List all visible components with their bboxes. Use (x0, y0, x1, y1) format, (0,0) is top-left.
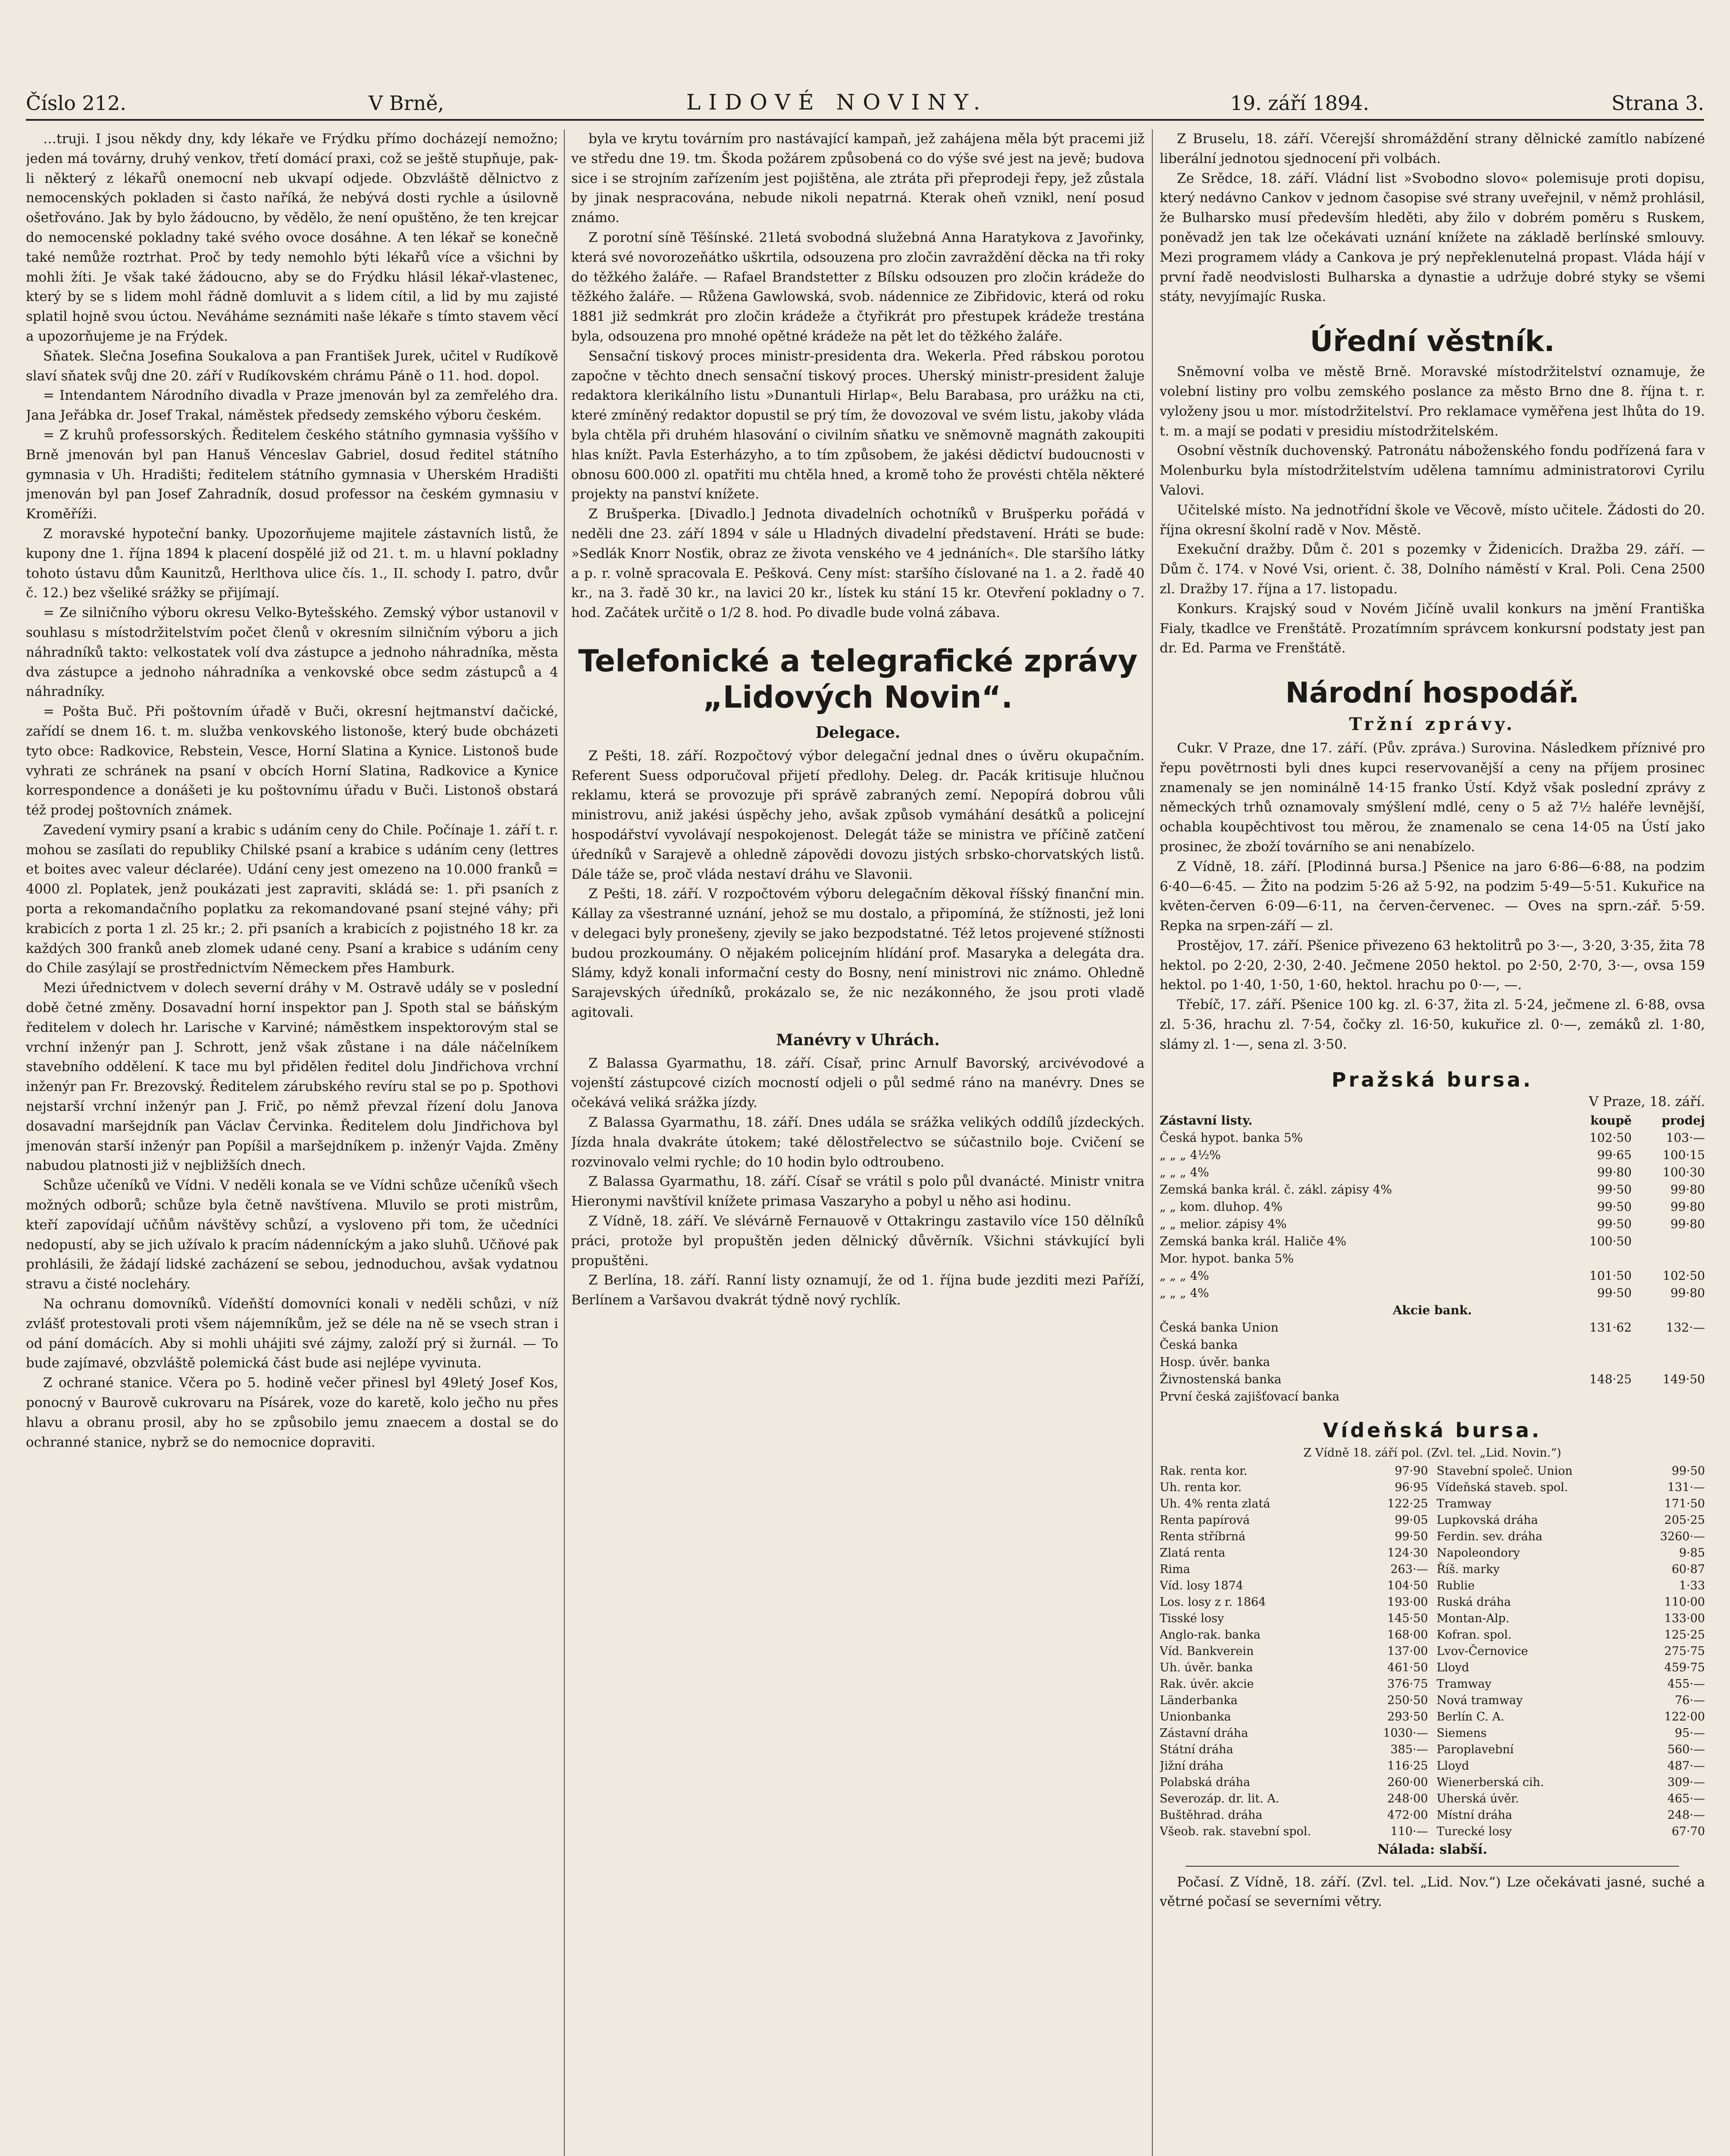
security-name: Jižní dráha (1160, 1759, 1224, 1773)
sell-price (1632, 1233, 1705, 1250)
security-name: Nová tramway (1436, 1693, 1523, 1707)
article: = Ze silničního výboru okresu Velko-Bytešského. Zemský výbor ustanovil v souhlasu s místodržitelstvím počet členů v okresním silničním výboru a jich náhradníků takto: velkostatek volí dva zástupce a jednoho náhradníka, města dva zástupce a jednoho náhradníka a venkovské obce sedm zástupců a 4 náhradníky. (26, 605, 558, 700)
security-name: Unionbanka (1160, 1710, 1231, 1724)
security-name: Rublie (1436, 1579, 1475, 1592)
page-header (26, 81, 1704, 121)
column-rule (1152, 129, 1153, 2156)
price: 76·— (1675, 1693, 1705, 1707)
security-name: Zlatá renta (1160, 1546, 1226, 1560)
vienna-bursa-table (1160, 1463, 1705, 1840)
table-row (1160, 1129, 1705, 1147)
price: 131·— (1667, 1480, 1705, 1494)
price: 560·— (1667, 1742, 1705, 1756)
buy-price: 99·80 (1597, 1165, 1632, 1180)
price: 137·00 (1387, 1644, 1428, 1658)
table-row (1437, 1791, 1705, 1807)
article: Z Vídně, 18. září. [Plodinná bursa.] Pšenice na jaro 6·86—6·88, na podzim 6·40—6·45. — Žito na podzim 5·26 až 5·92, na podzim 5·49—5·51. Kukuřice na květen-červen 6·09—6·11, na červen-červenec. — Oves na sprn.-zář. 5·59. Repka na srpen-září — zl. (1160, 859, 1705, 934)
subheading: Delegace. (815, 723, 901, 742)
table-row (1160, 1336, 1705, 1354)
table-row (1160, 1824, 1428, 1840)
table-row (1437, 1561, 1705, 1578)
security-name: Uh. 4% renta zlatá (1160, 1497, 1270, 1510)
security-name: Tramway (1436, 1497, 1492, 1510)
price: 3260·— (1660, 1529, 1705, 1543)
section-heading: Telefonické a telegrafické zprávy „Lidových Novin“. (578, 643, 1138, 715)
buy-price: 131·62 (1589, 1320, 1632, 1335)
article: Třebíč, 17. září. Pšenice 100 kg. zl. 6·37, žita zl. 5·24, ječmene zl. 6·88, ovsa zl. 5·36, hrachu zl. 7·54, čočky zl. 16·50, kukuřice zl. 0·—, zemáků zl. 1·80, slámy zl. 1·—, sena zl. 3·50. (1160, 997, 1705, 1052)
table-row (1160, 1578, 1428, 1594)
security-name: Místní dráha (1436, 1808, 1512, 1822)
table-row (1160, 1181, 1705, 1198)
article: Z Vídně, 18. září. Ve slévárně Fernauově v Ottakringu zastavilo více 150 dělníků práci, protože byl propuštěn jeden dělnický důvěrník. Všichni stávkující byli propuštěni. (571, 1213, 1145, 1269)
price: 205·25 (1664, 1513, 1705, 1527)
article: Schůze učeníků ve Vídni. V neděli konala se ve Vídni schůze učeníků všech možných odborů; schůze byla četně navštívena. Mluvilo se proti mistrům, kteří zapovídají učňům návštěvy schůzí, a vysloveno při tom, že učedníci nedopustí, aby se jich užívalo k pracím nádenníckým a jako sluhů. Učňové pak prohlásili, že žádají lidské zacházení se sebou, jednoduchou, avšak vydatnou stravu a čisté nocleháry. (26, 1178, 558, 1292)
article: Z porotní síně Těšínské. 21letá svobodná služebná Anna Haratykova z Javořinky, která své novorozeňátko uškrtila, odsouzena pro zločin zavraždění děcka na tři roky do těžkého žaláře. — Rafael Brandstetter z Bílsku odsouzen pro zločin krádeže do těžkého žaláře. — Růžena Gawlowská, svob. nádennice ze Zibřidovic, která od roku 1881 již sedmkrát pro zločin krádeže a čtyřikrát pro přestupek krádeže trestána byla, odsouzena pro mnohé opětné krádeže na pět let do těžkého žaláře. (571, 229, 1145, 344)
security-name: Lupkovská dráha (1436, 1513, 1538, 1527)
price: 487·— (1667, 1759, 1705, 1773)
buy-price: 99·50 (1597, 1286, 1632, 1300)
security-name: Renta stříbrná (1160, 1529, 1246, 1543)
table-row (1160, 1479, 1428, 1496)
table-row (1437, 1529, 1705, 1545)
article: Ze Srědce, 18. září. Vládní list »Svobodno slovo« polemisuje proti dopisu, který nedávno Cankov v jednom časopise své strany uveřejnil, v němž prohlásil, že Bulharsko musí především hleděti, aby žilo v dobrém poměru s Ruskem, poněvadž jen tak lze očekávati uznání knížete na základě berlínské smlouvy. Mezi programem vlády a Cankova je prý nepřeklenutelná propast. Vláda hájí v první řadě neodvislosti Bulharska a dynastie a udržuje dobré styky se všemi státy, nevyjímajíc Ruska. (1160, 170, 1705, 305)
sell-price (1632, 1250, 1705, 1267)
table-row (1437, 1758, 1705, 1774)
column-3 (1160, 129, 1705, 2156)
article: Z Berlína, 18. září. Ranní listy oznamují, že od 1. října bude jezditi mezi Paříží, Berlínem a Varšavou dvakrát týdně nový rychlík. (571, 1272, 1145, 1308)
price: 124·30 (1387, 1546, 1428, 1560)
table-row (1160, 1611, 1428, 1627)
table-row (1160, 1660, 1428, 1676)
price: 125·25 (1664, 1628, 1705, 1642)
page-number: Strana 3. (1611, 91, 1704, 115)
price: 376·75 (1387, 1677, 1428, 1691)
price: 96·95 (1395, 1480, 1428, 1494)
table-row (1437, 1496, 1705, 1512)
buy-price: 100·50 (1589, 1234, 1632, 1249)
price: 168·00 (1387, 1628, 1428, 1642)
buy-price: 101·50 (1589, 1269, 1632, 1283)
buy-price (1558, 1336, 1632, 1354)
table-row (1437, 1627, 1705, 1643)
table-row (1160, 1774, 1428, 1791)
security-name: Víd. losy 1874 (1160, 1579, 1243, 1592)
security-name: Buštěhrad. dráha (1160, 1808, 1263, 1822)
security-name: Severozáp. dr. lit. A. (1160, 1792, 1280, 1805)
price: 309·— (1667, 1775, 1705, 1789)
table-row (1160, 1758, 1428, 1774)
security-name: Zástavní dráha (1160, 1726, 1248, 1740)
section-heading: Národní hospodář. (1285, 676, 1580, 710)
article: = Z kruhů professorských. Ředitelem českého státního gymnasia vyššího v Brně jmenován byl pan Hanuš Vénceslav Gabriel, dosud ředitel státního gymnasia v Uh. Hradišti; ředitelem státního gymnasia v Uherském Hradišti jmenován byl pan Josef Zahradník, dosud professor na českém gymnasiu v Kroměříži. (26, 427, 558, 522)
issue-date: 19. září 1894. (1230, 91, 1370, 115)
buy-price: 99·50 (1597, 1182, 1632, 1197)
price: 99·05 (1395, 1513, 1428, 1527)
security-name: „ „ melior. zápisy 4% (1160, 1217, 1287, 1232)
article: Cukr. V Praze, dne 17. září. (Pův. zpráva.) Surovina. Následkem příznivé pro řepu povětrnosti byli dnes kupci reservovanější a ceny na příjem prosinec znamenaly se jen nominálně 14·15 franko Ústí. Když však poslední zprávy z německých trhů oznamovaly smýšlení mdlé, ceny o 5 až 7½ haléře levnější, ochabla koupěchtivost tou měrou, že znamenalo se cena 14·05 na Ústí jako prosinec, že zboží továrního se ani nenabízelo. (1160, 740, 1705, 855)
table-row (1437, 1578, 1705, 1594)
bursa-date: V Praze, 18. září. (1589, 1094, 1705, 1110)
column-1 (26, 129, 558, 2156)
security-name: Siemens (1436, 1726, 1487, 1740)
security-name: „ „ „ 4½% (1160, 1148, 1221, 1163)
security-name: Rima (1160, 1562, 1190, 1576)
security-name: Lvov-Černovice (1436, 1644, 1528, 1658)
buy-price (1558, 1354, 1632, 1371)
price: 133·00 (1664, 1611, 1705, 1625)
article: Z Brušperka. [Divadlo.] Jednota divadelních ochotníků v Brušperku pořádá v neděli dne 23. září 1894 v sále u Hladných divadelní představení. Hráti se bude: »Sedlák Knorr Nosťik, obraz ze života venského ve 4 jednáních«. Dle staršího látky a p. r. volně spracovala E. Pešková. Ceny míst: staršího číslované na 1. a 2. řadě 40 kr., na 3. řadě 30 kr., na lavici 20 kr., lístek ku stání 15 kr. Otevření pokladny o 7. hod. Začátek určitě o 1/2 8. hod. Po divadle bude volná zábava. (571, 506, 1145, 621)
sell-price (1632, 1336, 1705, 1354)
bursa-subtitle: Z Vídně 18. září pol. (Zvl. tel. „Lid. Novin.“) (1303, 1446, 1561, 1460)
article: = Pošta Buč. Při poštovním úřadě v Buči, okresní hejtmanství dačické, zařídí se dnem 16. t. m. služba venkovského listonoše, který bude obcházeti tyto obce: Radkovice, Rebstein, Vesce, Horní Slatina a Kynice. Listonoš bude vyhrati ze schránek na psaní v obcích Horní Slatina, Radkovice a Kynice korrespondence a donášeti je ku poštovnímu úřadu v Buči. Listonoš obstará též prodej poštovních známek. (26, 704, 558, 818)
security-name: „ „ „ 4% (1160, 1165, 1209, 1180)
table-row (1437, 1807, 1705, 1824)
security-name: Česká hypot. banka 5% (1160, 1131, 1303, 1145)
price: 459·75 (1664, 1661, 1705, 1674)
security-name: „ „ „ 4% (1160, 1269, 1209, 1283)
table-row (1160, 1725, 1428, 1742)
table-row (1160, 1643, 1428, 1660)
subheading: Tržní zprávy. (1349, 714, 1516, 735)
price: 122·25 (1387, 1497, 1428, 1510)
price: 248·00 (1387, 1792, 1428, 1805)
article: Prostějov, 17. září. Pšenice přivezeno 63 hektolitrů po 3·—, 3·20, 3·35, žita 78 hektol. po 2·20, 2·30, 2·40. Ječmene 2050 hektol. po 2·50, 2·70, 3·—, ovsa 159 hektol. po 1·40, 1·50, 1·60, hektol. hrachu po 0·—, —. (1160, 937, 1705, 993)
table-header-cell: Zástavní listy. (1160, 1113, 1253, 1128)
security-name: Wienerberská cih. (1436, 1775, 1544, 1789)
table-body (1160, 1129, 1705, 1302)
security-name: Živnostenská banka (1160, 1372, 1282, 1387)
article: Sněmovní volba ve městě Brně. Moravské místodržitelství oznamuje, že volební listiny pro volbu zemského poslance za město Brno dne 8. října t. r. vyloženy jsou u mor. místodržitelství. Pro reklamace vyměřena jest lhůta do 19. t. m. a mají se podati v presidiu místodržitelském. (1160, 364, 1705, 439)
security-name: Tramway (1436, 1677, 1492, 1691)
table-row (1160, 1545, 1428, 1561)
buy-price: 99·50 (1597, 1217, 1632, 1232)
price: 99·50 (1671, 1464, 1705, 1478)
article: Z ochrané stanice. Včera po 5. hodině večer přinesl byl 49letý Josef Kos, ponocný v Baurově cukrovaru na Písárek, voze do karetě, kolo ječho nu přes hlavu a obranu prosil, aby ho se způsobilo jemu znaecem a dostal se do ochranné stanice, nybrž se do nemocnice dopraviti. (26, 1375, 558, 1450)
price: 1030·— (1383, 1726, 1428, 1740)
sell-price: 149·50 (1663, 1372, 1705, 1387)
table-header-cell: koupě (1590, 1113, 1632, 1128)
sell-price: 132·— (1666, 1320, 1705, 1335)
table-row (1437, 1479, 1705, 1496)
security-name: Rak. úvěr. akcie (1160, 1677, 1254, 1691)
security-name: Uherská úvěr. (1436, 1792, 1519, 1805)
price: 110·00 (1664, 1595, 1705, 1609)
security-name: Uh. renta kor. (1160, 1480, 1242, 1494)
article: Učitelské místo. Na jednotřídní škole ve Věcově, místo učitele. Žádosti do 20. října okresní školní radě v Nov. Městě. (1160, 502, 1705, 538)
security-name: Všeob. rak. stavební spol. (1160, 1824, 1311, 1838)
table-row (1160, 1147, 1705, 1164)
security-name: Rak. renta kor. (1160, 1464, 1248, 1478)
table-row (1437, 1692, 1705, 1709)
security-name: Hosp. úvěr. banka (1160, 1355, 1270, 1369)
price: 9·85 (1679, 1546, 1705, 1560)
article: …truji. I jsou někdy dny, kdy lékaře ve Frýdku přímo docházejí nemožno; jeden má továrny, druhý venkov, třetí domácí praxi, což se ještě stupňuje, pak-li některý z lékařů onemocní neb ukvapí odjede. Obzvláště dělnictvo z nemocenských pokladen si často naříká, že nebývá dosti rychle a úsilovně ošetřováno. Jak by bylo žádoucno, by vědělo, že není opuštěno, že ten krejcar do nemocenské pokladny také svého ovoce dosáhne. A ten lékař se konečně také nemůže roztrhat. Proč by tedy nemohlo býti lékařů více a všichni by mohli žíti. Je však také žádoucno, aby se do Frýdku hlásil lékař-vlastenec, který by se s lidem mohl řádně domluvit a s lidem cítil, a lid by mu zajisté splatil hojně svou úctou. Neváháme seznámiti naše lékaře s tímto stavem věcí a upozorňujeme je na Frýdek. (26, 131, 558, 344)
article: Z Balassa Gyarmathu, 18. září. Císař se vrátil s polo půl dvanácté. Ministr vnitra Hieronymi navštívil knížete primasa Vaszaryho a pobyl u něho asi hodinu. (571, 1174, 1145, 1210)
article: Sensační tiskový proces ministr-presidenta dra. Wekerla. Před rábskou porotou započne v těchto dnech sensační tiskový proces. Uherský ministr-president žaluje redaktora klerikálního listu »Dunantuli Hirlap«, Belu Barabasa, pro urážku na cti, které zmíněný redaktor dopustil se prý tím, že dovozoval ve svém listu, jakoby vláda byla chtěla při druhém hlasování o civilním sňatku ve sněmovně magnáth zakoupiti hlas knížt. Pavla Esterházyho, a to tím způsobem, že jakési dědictví budoucnosti v obnosu 600.000 zl. opatřiti mu chtěla hned, a kromě toho že provésti chtěla některé projekty na panství knížete. (571, 348, 1145, 502)
price: 275·75 (1664, 1644, 1705, 1658)
security-name: „ „ „ 4% (1160, 1286, 1209, 1300)
article: Osobní věstník duchovenský. Patronátu náboženského fondu podřízená fara v Molenburku byla místodržitelstvím udělena tamnímu administratorovi Cyrilu Valovi. (1160, 443, 1705, 498)
article: Počasí. Z Vídně, 18. září. (Zvl. tel. „Lid. Nov.“) Lze očekávati jasné, suché a větrné počasí se severními větry. (1160, 1874, 1705, 1910)
security-name: Ruská dráha (1436, 1595, 1511, 1609)
table-row (1437, 1643, 1705, 1660)
security-name: Berlín C. A. (1436, 1710, 1505, 1724)
table-row (1160, 1267, 1705, 1285)
section-heading: Úřední věstník. (1310, 325, 1555, 358)
buy-price: 102·50 (1589, 1131, 1632, 1145)
table-row (1160, 1807, 1428, 1824)
price: 122·00 (1664, 1710, 1705, 1724)
article: Z Balassa Gyarmathu, 18. září. Císař, princ Arnulf Bavorský, arcivévodové a vojenští zástupcové cizích mocností odjeli o půl sedmé ráno na manévry. Dnes se očekává veliká srážka jízdy. (571, 1055, 1145, 1111)
sell-price: 99·80 (1670, 1182, 1705, 1197)
security-name: Stavební společ. Union (1436, 1464, 1573, 1478)
table-row (1437, 1774, 1705, 1791)
table-row (1160, 1354, 1705, 1371)
table-row (1160, 1198, 1705, 1216)
table-row (1160, 1463, 1428, 1479)
price: 385·— (1390, 1742, 1428, 1756)
security-name: Státní dráha (1160, 1742, 1233, 1756)
article: Sňatek. Slečna Josefina Soukalova a pan František Jurek, učitel v Rudíkově slaví sňatek svůj dne 20. září v Rudíkovském chrámu Páně o 11. hod. dopol. (26, 348, 558, 384)
table-row (1160, 1791, 1428, 1807)
security-name: Mor. hypot. banka 5% (1160, 1251, 1294, 1266)
price: 1·33 (1679, 1579, 1705, 1592)
article: Z Pešti, 18. září. Rozpočtový výbor delegační jednal dnes o úvěru okupačním. Referent Suess odporučoval přijetí předlohy. Deleg. dr. Pacák kritisuje hlučnou reklamu, která se provozuje při správě zabraných zemí. Nepopírá dobrou vůli ministrovu, aniž jakési úspěchy jeho, avšak způsob vymáhání desátků a policejní hospodářství vyvolávají nespokojenost. Delegát táže se ministra ve příčině zatčení úředníků v Sarajevě a ohledně zápovědi dovozu jistých srbsko-chorvatských listů. Dále táže se, proč vláda nestaví dráhu ve Slavonii. (571, 748, 1145, 882)
table-row (1437, 1709, 1705, 1725)
table-body (1160, 1319, 1705, 1405)
price: 60·87 (1671, 1562, 1705, 1576)
security-name: První česká zajišťovací banka (1160, 1389, 1340, 1404)
table-row (1160, 1512, 1428, 1529)
article: Zavedení vymiry psaní a krabic s udáním ceny do Chile. Počínaje 1. září t. r. mohou se zasílati do republiky Chilské psaní a krabice s udáním ceny (lettres et boites avec valeur déclarée). Udání ceny jest omezeno na 10.000 franků = 4000 zl. Poplatek, jenž poukázati jest zapraviti, skládá se: 1. při psaních z porta a rekomandačního poplatku za rekomandované psaní stejné váhy; při krabicích z porta 1 zl. 25 kr.; 2. při psaních a krabicích z pojistného 18 kr. za každých 300 franků aneb zlomek udané ceny. Psaní a krabice s udáním ceny do Chile zasýlají se prostřednictvím Německem přes Hamburk. (26, 822, 558, 976)
table-row (1437, 1742, 1705, 1758)
table-row (1160, 1529, 1428, 1545)
price: 145·50 (1387, 1611, 1428, 1625)
security-name: Česká banka Union (1160, 1320, 1279, 1335)
section-heading: Vídeňská bursa. (1323, 1419, 1542, 1442)
article: Z Balassa Gyarmathu, 18. září. Dnes udála se srážka velikých oddílů jízdeckých. Jízda hnala dvakráte útokem; také dělostřelectvo se súčastnilo boje. Cvičení se rozvinovalo velmi rychle; do 10 hodin bylo odtroubeno. (571, 1115, 1145, 1170)
column-2 (571, 129, 1145, 2156)
prague-bursa-table (1160, 1112, 1705, 1405)
security-name: Anglo-rak. banka (1160, 1628, 1261, 1642)
security-name: Zemská banka král. Haliče 4% (1160, 1234, 1347, 1249)
sell-price (1632, 1354, 1705, 1371)
security-name: Víd. Bankverein (1160, 1644, 1254, 1658)
article: Na ochranu domovníků. Vídeňští domovníci konali v neděli schůzi, v níž zvlášť protestovali proti všem nájemníkům, jež se déle na ně se vsech stran i od pání domácích. Aby si mohli uhájiti své zájmy, založí prý si žurnál. — To bude zajímavé, obzvláště polemická část bude asi nejlépe vyvinuta. (26, 1296, 558, 1371)
table-row (1437, 1824, 1705, 1840)
security-name: „ „ kom. dluhop. 4% (1160, 1200, 1283, 1214)
buy-price (1558, 1388, 1632, 1405)
buy-price: 148·25 (1589, 1372, 1632, 1387)
article: Z Pešti, 18. září. V rozpočtovém výboru delegačním děkoval říšský finanční min. Kállay za všestranné uznání, jehož se mu dostalo, a připomíná, že stížnosti, jež loni v delegaci byly pronešeny, zjevily se jako bezpodstatné. Též letos projevené stížnosti budou prozkoumány. O nějakém policejním hlídání prof. Masaryka a delegáta dra. Slámy, když konali informační cesty do Bosny, není ministrovi nic známo. Ohledně Sarajevských úředníků, prokázalo se, že nic nezákonného, že jsou proti vladě agitovali. (571, 886, 1145, 1021)
table-column (1160, 1463, 1428, 1840)
price: 461·50 (1387, 1661, 1428, 1674)
security-name: Říš. marky (1436, 1562, 1500, 1576)
price: 250·50 (1387, 1693, 1428, 1707)
security-name: Kofran. spol. (1436, 1628, 1512, 1642)
article: Konkurs. Krajský soud v Novém Jičíně uvalil konkurs na jmění Františka Fialy, tkadlce ve Frenštátě. Prozatímním správcem konkursní podstaty jest pan dr. Ed. Parma ve Frenštátě. (1160, 601, 1705, 656)
table-row (1160, 1371, 1705, 1388)
price: 248·— (1667, 1808, 1705, 1822)
table-header-cell: prodej (1661, 1113, 1705, 1128)
table-row (1160, 1594, 1428, 1611)
table-row (1160, 1285, 1705, 1302)
sell-price: 102·50 (1663, 1269, 1705, 1283)
price: 465·— (1667, 1792, 1705, 1805)
article: = Intendantem Národního divadla v Praze jmenován byl za zemřelého dra. Jana Jeřábka dr. Josef Trakal, náměstek předsedy zemského výboru českém. (26, 388, 558, 423)
security-name: Uh. úvěr. banka (1160, 1661, 1253, 1674)
price: 116·25 (1387, 1759, 1428, 1773)
table-row (1160, 1496, 1428, 1512)
sell-price: 100·30 (1663, 1165, 1705, 1180)
price: 455·— (1667, 1677, 1705, 1691)
table-row (1160, 1319, 1705, 1336)
security-name: Renta papírová (1160, 1513, 1250, 1527)
security-name: Zemská banka král. č. zákl. zápisy 4% (1160, 1182, 1392, 1197)
table-row (1437, 1611, 1705, 1627)
security-name: Vídeňská staveb. spol. (1436, 1480, 1568, 1494)
buy-price (1558, 1250, 1632, 1267)
article: byla ve krytu továrním pro nastávající kampaň, jež zahájena měla být pracemi již ve středu dne 19. tm. Škoda požárem způsobená co do výše své jest na jevě; budova sice i se strojním zařízením jest pojištěna, ale ztráta při přeprodeji řepy, jež zůstala by jinak nespracována, nebude nikoli nepatrná. Kterak oheň vznikl, není posud známo. (571, 131, 1145, 226)
security-name: Los. losy z r. 1864 (1160, 1595, 1266, 1609)
sell-price: 99·80 (1670, 1286, 1705, 1300)
table-row (1160, 1250, 1705, 1267)
security-name: Polabská dráha (1160, 1775, 1251, 1789)
table-row (1160, 1164, 1705, 1181)
table-row (1160, 1627, 1428, 1643)
price: 99·50 (1395, 1529, 1428, 1543)
security-name: Montan-Alp. (1436, 1611, 1510, 1625)
table-row (1160, 1233, 1705, 1250)
price: 95·— (1675, 1726, 1705, 1740)
security-name: Česká banka (1160, 1338, 1238, 1352)
table-row (1160, 1216, 1705, 1233)
divider (1186, 1866, 1679, 1867)
table-row (1160, 1561, 1428, 1578)
security-name: Turecké losy (1436, 1824, 1512, 1838)
buy-price: 99·65 (1597, 1148, 1632, 1163)
article: Z moravské hypoteční banky. Upozorňujeme majitele zástavních listů, že kupony dne 1. října 1894 k placení dospělé již od 21. t. m. u hlavní pokladny tohoto ústavu dům Kaunitzů, Herlthova ulice čís. 1., II. schody I. patro, dvůr č. 12.) bez všeliké srážky se přijímají. (26, 526, 558, 601)
column-rule (564, 129, 565, 2156)
table-subheading: Akcie bank. (1392, 1303, 1472, 1318)
table-row (1437, 1725, 1705, 1742)
issue-number: Číslo 212. (26, 91, 126, 115)
security-name: Länderbanka (1160, 1693, 1238, 1707)
table-row (1437, 1660, 1705, 1676)
market-mood: Nálada: slabší. (1377, 1841, 1488, 1857)
price: 171·50 (1664, 1497, 1705, 1510)
table-row (1160, 1388, 1705, 1405)
table-row (1160, 1742, 1428, 1758)
table-row (1437, 1512, 1705, 1529)
price: 104·50 (1387, 1579, 1428, 1592)
table-row (1437, 1463, 1705, 1479)
price: 472·00 (1387, 1808, 1428, 1822)
subheading: Manévry v Uhrách. (776, 1031, 940, 1049)
article: Mezi úřednictvem v dolech severní dráhy v M. Ostravě udály se v poslední době četné změny. Dosavadní horní inspektor pan J. Spoth stal se báňským ředitelem v dolech hr. Larische v Karviné; náměstkem inspektorovým stal se vrchní inženýr pan J. Schrott, jenž však zůstane i na dále náčelníkem stavebního oddělení. K tace mu byl přidělen ředitel dolu Jindřichova vrchní inženýr pan Fr. Brezovský. Ředitelem zárubského revíru stal se po p. Spothovi nejstarší vrchní inženýr pan J. Frič, po němž převzal řízení dolu Janova dosavadní maršejdník pan Václav Červinka. Ředitelem dolu Jindřichova byl jmenován starší inženýr pan Popíšil a maršejdníkem p. inženýr Vajda. Změny nabudou platnosti již v nejbližších dnech. (26, 980, 558, 1174)
table-column (1437, 1463, 1705, 1840)
price: 260·00 (1387, 1775, 1428, 1789)
sell-price: 99·80 (1670, 1217, 1705, 1232)
price: 110·— (1390, 1824, 1428, 1838)
masthead: LIDOVÉ NOVINY. (686, 90, 988, 115)
price: 293·50 (1387, 1710, 1428, 1724)
price: 263·— (1390, 1562, 1428, 1576)
sell-price (1632, 1388, 1705, 1405)
sell-price: 99·80 (1670, 1200, 1705, 1214)
security-name: Lloyd (1436, 1759, 1469, 1773)
table-row (1160, 1676, 1428, 1692)
buy-price: 99·50 (1597, 1200, 1632, 1214)
section-heading: Pražská bursa. (1331, 1068, 1533, 1091)
article: Z Bruselu, 18. září. Včerejší shromáždění strany dělnické zamítlo nabízené liberální jednotou sjednocení při volbách. (1160, 131, 1705, 166)
sell-price: 103·— (1666, 1131, 1705, 1145)
city: V Brně, (368, 91, 444, 115)
table-row (1437, 1594, 1705, 1611)
article: Exekuční dražby. Dům č. 201 s pozemky v Židenicích. Dražba 29. září. — Dům č. 174. v Nové Vsi, orient. č. 38, Dolního náměstí v Kral. Poli. Cena 2500 zl. Dražby 17. října a 17. listopadu. (1160, 542, 1705, 597)
sell-price: 100·15 (1663, 1148, 1705, 1163)
price: 67·70 (1671, 1824, 1705, 1838)
table-row (1160, 1692, 1428, 1709)
security-name: Ferdin. sev. dráha (1436, 1529, 1542, 1543)
table-row (1437, 1676, 1705, 1692)
table-header (1160, 1112, 1705, 1129)
security-name: Lloyd (1436, 1661, 1469, 1674)
price: 193·00 (1387, 1595, 1428, 1609)
price: 97·90 (1395, 1464, 1428, 1478)
table-row (1437, 1545, 1705, 1561)
table-row (1160, 1709, 1428, 1725)
security-name: Tisské losy (1160, 1611, 1224, 1625)
security-name: Napoleondory (1436, 1546, 1520, 1560)
security-name: Paroplavební (1436, 1742, 1514, 1756)
